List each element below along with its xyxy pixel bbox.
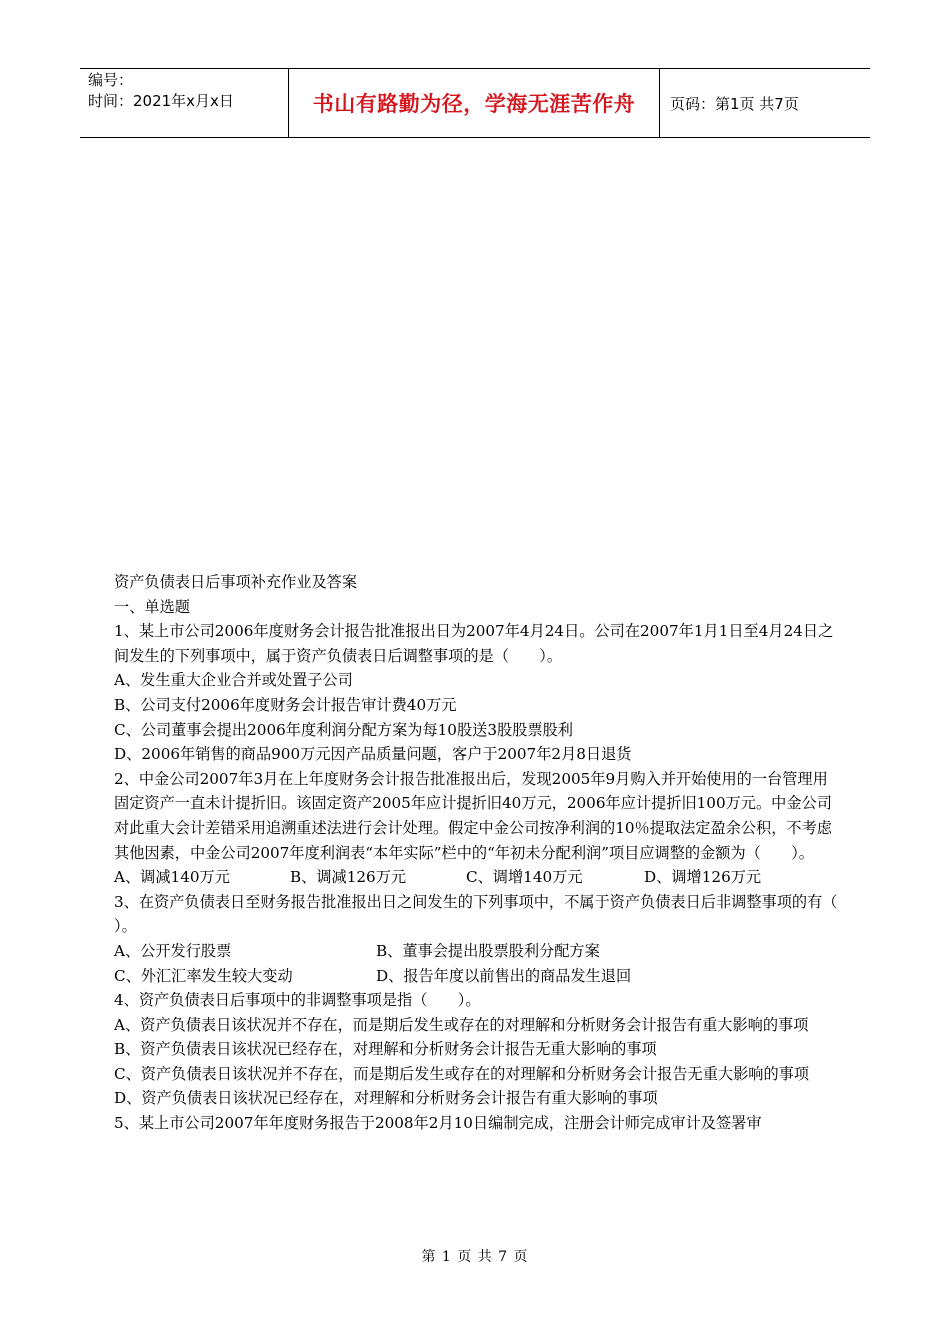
header-page-cell — [660, 69, 799, 137]
question-1: 1、某上市公司2006年度财务会计报告批准报出日为2007年4月24日。公司在2007年1月1日至4月24日之间发生的下列事项中，属于资产负债表日后调整事项的是（ ）。 — [114, 622, 834, 665]
page-footer — [0, 1246, 950, 1266]
header-left-cell — [80, 69, 289, 137]
q4-option-a: A、资产负债表日该状况并不存在，而是期后发生或存在的对理解和分析财务会计报告有重大影响的事项 — [114, 1015, 809, 1034]
page-header — [80, 68, 870, 138]
q3-option-a: A、公开发行股票 — [114, 941, 232, 960]
q2-options — [114, 865, 839, 890]
question-2: 2、中金公司2007年3月在上年度财务会计报告批准报出后，发现2005年9月购入并开始使用的一台管理用固定资产一直未计提折旧。该固定资产2005年应计提折旧40万元，2006年应计提折旧100万元。中金公司对此重大会计差错采用追溯重述法进行会计处理。假定中金公司按净利润的10％提取法定盈余公积，不考虑其他因素，中金公司2007年度利润表“本年实际”栏中的“年初未分配利润”项目应调整的金额为（ ）。 — [114, 769, 832, 862]
q3-options-row-2 — [114, 964, 839, 989]
q4-option-d: D、资产负债表日该状况已经存在，对理解和分析财务会计报告有重大影响的事项 — [114, 1089, 658, 1108]
q1-option-c: C、公司董事会提出2006年度利润分配方案为每10股送3股股票股利 — [114, 720, 573, 739]
page-code: 页码：第1页 共7页 — [670, 94, 799, 113]
document-body — [114, 570, 868, 1136]
q1-option-a: A、发生重大企业合并或处置子公司 — [114, 671, 353, 690]
q3-option-d: D、报告年度以前售出的商品发生退回 — [376, 966, 632, 985]
q4-option-b: B、资产负债表日该状况已经存在，对理解和分析财务会计报告无重大影响的事项 — [114, 1040, 657, 1059]
motto-text: 书山有路勤为径，学海无涯苦作舟 — [312, 92, 636, 116]
q1-option-b: B、公司支付2006年度财务会计报告审计费40万元 — [114, 695, 457, 714]
footer-page-number: 第 1 页 共 7 页 — [421, 1249, 529, 1265]
q4-option-c: C、资产负债表日该状况并不存在，而是期后发生或存在的对理解和分析财务会计报告无重大影响的事项 — [114, 1064, 810, 1083]
q3-options-row-1 — [114, 939, 839, 964]
document-title: 资产负债表日后事项补充作业及答案 — [114, 573, 357, 591]
serial-label: 编号： — [88, 71, 134, 89]
time-label: 时间：2021年x月x日 — [88, 92, 234, 110]
q2-option-d: D、调增126万元 — [644, 868, 762, 887]
question-4: 4、资产负债表日后事项中的非调整事项是指（ ）。 — [114, 991, 481, 1010]
question-3: 3、在资产负债表日至财务报告批准报出日之间发生的下列事项中，不属于资产负债表日后非调整事项的有（ ）。 — [114, 892, 868, 936]
q2-option-a: A、调减140万元 — [114, 868, 230, 887]
q3-option-c: C、外汇汇率发生较大变动 — [114, 966, 293, 985]
q3-option-b: B、董事会提出股票股利分配方案 — [376, 941, 600, 960]
question-5: 5、某上市公司2007年年度财务报告于2008年2月10日编制完成，注册会计师完成审计及签署审 — [114, 1114, 762, 1133]
q2-option-b: B、调减126万元 — [290, 868, 407, 887]
q1-option-d: D、2006年销售的商品900万元因产品质量问题，客户于2007年2月8日退货 — [114, 745, 632, 764]
q2-option-c: C、调增140万元 — [466, 868, 583, 887]
section-heading: 一、单选题 — [114, 597, 190, 616]
header-motto-cell — [289, 69, 660, 137]
